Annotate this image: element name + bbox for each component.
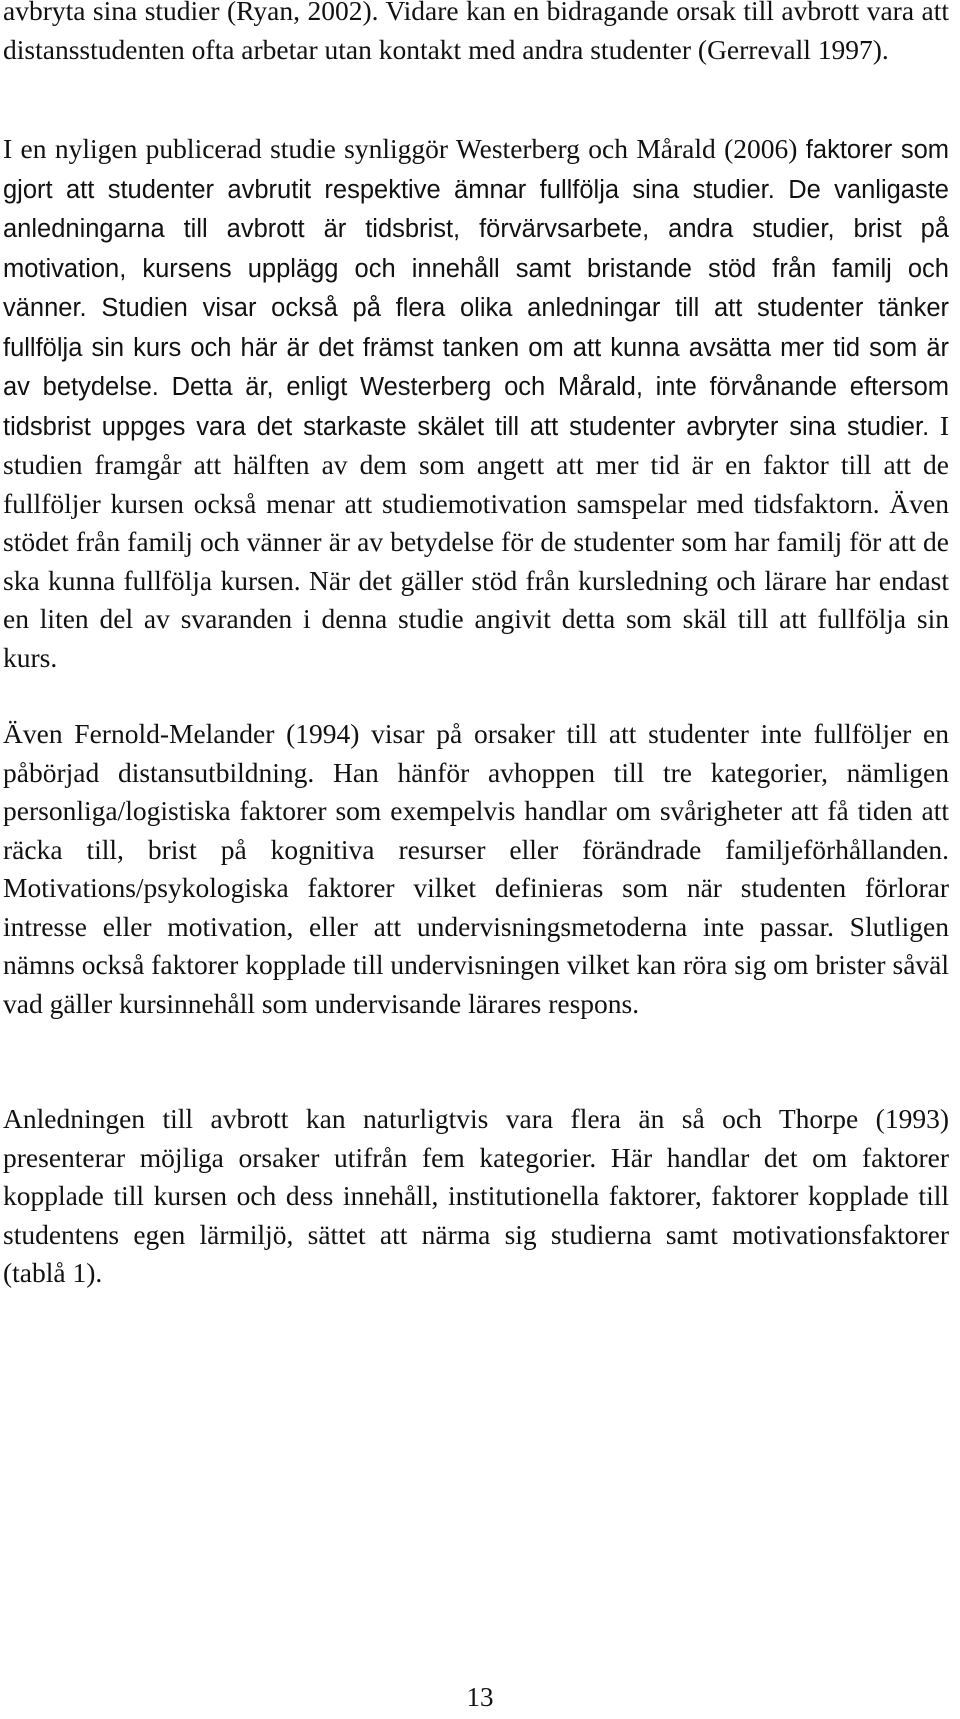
body-paragraph-4: [3, 1100, 949, 1293]
paragraph-3-text: Även Fernold-Melander (1994) visar på orsaker till att studenter inte fullföljer en påbörjad distansutbildning. Han hänför avhoppen till tre kategorier, nämligen personliga/logistiska faktorer som exempelvis handlar om svårigheter att få tiden att räcka till, brist på kognitiva resurser eller förändrade familjeförhållanden. Motivations/psykologiska faktorer vilket definieras som när studenten förlorar intresse eller motivation, eller att undervisningsmetoderna inte passar. Slutligen nämns också faktorer kopplade till undervisningen vilket kan röra sig om brister såväl vad gäller kursinnehåll som undervisande lärares respons.: [3, 718, 949, 1019]
paragraph-2-text-b: faktorer som gjort att studenter avbrutit respektive ämnar fullfölja sina studier. De vanligaste anledningarna till avbrott är tidsbrist, förvärvsarbete, andra studier, brist på motivation, kursens upplägg och innehåll samt bristande stöd från familj och vänner. Studien visar också på flera olika anledningar till att studenter tänker fullfölja sin kurs och här är det främst tanken om att kunna avsätta mer tid som är av betydelse. Detta är, enligt Westerberg och Mårald, inte förvånande eftersom tidsbrist uppges vara det starkaste skälet till att studenter avbryter sina studier.: [3, 136, 949, 441]
paragraph-4-text: Anledningen till avbrott kan naturligtvis vara flera än så och Thorpe (1993) presenterar möjliga orsaker utifrån fem kategorier. Här handlar det om faktorer kopplade till kursen och dess innehåll, institutionella faktorer, faktorer kopplade till studentens egen lärmiljö, sättet att närma sig studierna samt motivationsfaktorer (tablå 1).: [3, 1103, 949, 1288]
page-number: 13: [466, 1682, 494, 1712]
paragraph-2-text-a: I en nyligen publicerad studie synliggör Westerberg och Mårald (2006): [3, 133, 806, 164]
body-paragraph-3: [3, 715, 949, 1023]
paragraph-1-text: avbryta sina studier (Ryan, 2002). Vidare kan en bidragande orsak till avbrott vara att distansstudenten ofta arbetar utan kontakt med andra studenter (Gerrevall 1997).: [3, 0, 949, 65]
paragraph-2-text-c: I studien framgår att hälften av dem som angett att mer tid är en faktor till att de fullföljer kursen också menar att studiemotivation samspelar med tidsfaktorn. Även stödet från familj och vänner är av betydelse för de studenter som har familj för att de ska kunna fullfölja kursen. När det gäller stöd från kursledning och lärare har endast en liten del av svaranden i denna studie angivit detta som skäl till att fullfölja sin kurs.: [3, 409, 949, 673]
body-paragraph-1: [3, 0, 949, 69]
body-paragraph-2: [3, 130, 949, 677]
